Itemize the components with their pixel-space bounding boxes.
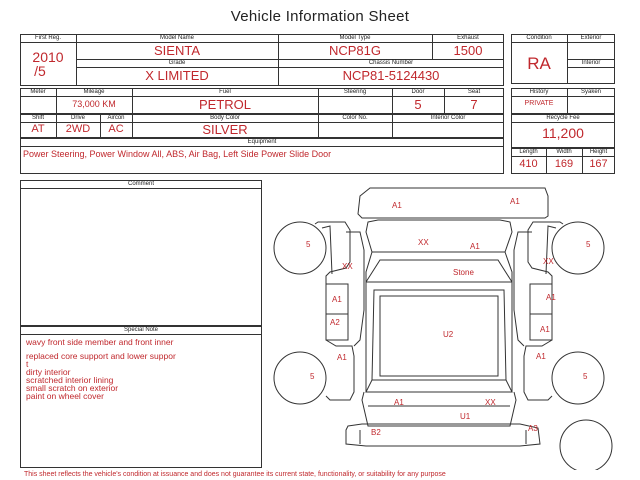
comment-label: Comment bbox=[127, 181, 154, 187]
width-value: 169 bbox=[554, 158, 574, 170]
windshield-outline bbox=[366, 260, 512, 282]
model-type-value: NCP81G bbox=[328, 43, 382, 58]
model-type-label: Model Type bbox=[339, 35, 371, 41]
chassis-label: Chassis Number bbox=[368, 60, 414, 66]
fuel-label: Fuel bbox=[219, 89, 231, 95]
door-label: Door bbox=[411, 89, 425, 95]
first-reg-year: 2010 bbox=[32, 49, 64, 65]
mileage-value: 73,000 KM bbox=[72, 99, 116, 109]
special-note-line: replaced core support and lower suppor bbox=[26, 351, 176, 361]
shift-value: AT bbox=[31, 123, 45, 135]
model-name-label: Model Name bbox=[159, 35, 194, 41]
special-note-label: Special Note bbox=[123, 327, 159, 333]
shift-label: Shift bbox=[31, 115, 44, 121]
damage-hood-a1: A1 bbox=[470, 242, 480, 251]
rear-right-wheel bbox=[552, 352, 604, 404]
damage-left-rear-door: A2 bbox=[330, 318, 340, 327]
damage-hood-xx: XX bbox=[418, 238, 429, 247]
model-name-value: SIENTA bbox=[154, 43, 200, 58]
disclaimer-footer: This sheet reflects the vehicle's condition at issuance and does not guarantee its current state, functionality, or suitability for any purpose bbox=[24, 471, 446, 478]
aircon-value: AC bbox=[108, 123, 124, 135]
damage-top-right: A1 bbox=[510, 197, 520, 206]
color-no-label: Color No. bbox=[342, 115, 368, 121]
seat-value: 7 bbox=[470, 97, 478, 112]
interior-label: Interior bbox=[581, 60, 601, 66]
height-value: 167 bbox=[589, 158, 608, 170]
body-color-label: Body Color bbox=[210, 115, 240, 121]
hood-outline bbox=[366, 220, 512, 252]
page-title: Vehicle Information Sheet bbox=[230, 8, 410, 25]
damage-left-fender: XX bbox=[342, 262, 353, 271]
drive-label: Drive bbox=[70, 115, 85, 121]
meter-label: Meter bbox=[30, 89, 46, 95]
damage-tail-xx: XX bbox=[485, 398, 496, 407]
front-right-wheel bbox=[552, 222, 604, 274]
condition-label: Condition bbox=[526, 35, 552, 41]
condition-value: RA bbox=[527, 54, 551, 73]
exterior-label: Exterior bbox=[580, 35, 602, 41]
recycle-fee-label: Recycle Fee bbox=[546, 115, 580, 121]
damage-windshield: Stone bbox=[453, 268, 474, 277]
syaken-label: Syaken bbox=[580, 89, 601, 95]
special-note-line: paint on wheel cover bbox=[26, 391, 104, 401]
equipment-label: Equipment bbox=[247, 139, 277, 145]
body-color-value: SILVER bbox=[202, 122, 248, 137]
history-value: PRIVATE bbox=[524, 100, 554, 107]
damage-rear-glass: U1 bbox=[460, 412, 471, 421]
chassis-value: NCP81-5124430 bbox=[342, 68, 440, 83]
comment-box bbox=[20, 180, 262, 326]
damage-right-fender: XX bbox=[543, 257, 554, 266]
interior-color-label: Interior Color bbox=[430, 115, 466, 121]
damage-top-left: A1 bbox=[392, 201, 402, 210]
damage-left-front-door: A1 bbox=[332, 295, 342, 304]
rear-glass-outline bbox=[366, 380, 512, 392]
fuel-value: PETROL bbox=[198, 97, 251, 112]
height-label: Height bbox=[589, 149, 608, 155]
damage-left-quarter: A1 bbox=[337, 353, 347, 362]
damage-roof: U2 bbox=[443, 330, 454, 339]
rear-left-wheel bbox=[274, 352, 326, 404]
recycle-fee-value: 11,200 bbox=[542, 125, 584, 141]
grade-value: X LIMITED bbox=[145, 68, 209, 83]
damage-rear-right-tire: 5 bbox=[583, 372, 588, 381]
length-value: 410 bbox=[519, 158, 538, 170]
special-note-line: dirty interior bbox=[26, 367, 71, 377]
first-reg-label: First Reg. bbox=[34, 35, 61, 41]
drive-value: 2WD bbox=[65, 123, 91, 135]
spare-wheel bbox=[560, 420, 612, 470]
front-left-wheel bbox=[274, 222, 326, 274]
special-note-line: scratched interior lining bbox=[26, 375, 114, 385]
damage-rear-bumper-left: B2 bbox=[371, 428, 381, 437]
damage-rear-bumper-right: A3 bbox=[528, 424, 538, 433]
exhaust-label: Exhaust bbox=[457, 35, 479, 41]
door-value: 5 bbox=[414, 97, 422, 112]
equipment-value: Power Steering, Power Window All, ABS, Air Bag, Left Side Power Slide Door bbox=[23, 149, 332, 159]
special-note-line: wavy front side member and front inner bbox=[26, 337, 174, 347]
special-note-line: small scratch on exterior bbox=[26, 383, 119, 393]
grade-label: Grade bbox=[168, 60, 186, 66]
seat-label: Seat bbox=[467, 89, 481, 95]
length-label: Length bbox=[519, 149, 538, 155]
exhaust-value: 1500 bbox=[453, 43, 483, 58]
damage-right-rear-door: A1 bbox=[540, 325, 550, 334]
history-label: History bbox=[529, 89, 549, 95]
damage-front-left-tire: 5 bbox=[306, 240, 311, 249]
steering-label: Steering bbox=[343, 89, 367, 95]
damage-tail-a1: A1 bbox=[394, 398, 404, 407]
roof-outline bbox=[372, 290, 506, 380]
aircon-label: Aircon bbox=[107, 115, 125, 121]
damage-right-front-door: A1 bbox=[546, 293, 556, 302]
width-label: Width bbox=[556, 149, 572, 155]
damage-right-quarter: A1 bbox=[536, 352, 546, 361]
special-note-line: t bbox=[26, 359, 29, 369]
mileage-label: Mileage bbox=[83, 89, 105, 95]
car-damage-diagram bbox=[270, 180, 620, 470]
damage-front-right-tire: 5 bbox=[586, 240, 591, 249]
damage-rear-left-tire: 5 bbox=[310, 372, 315, 381]
first-reg-month: /5 bbox=[34, 63, 46, 79]
